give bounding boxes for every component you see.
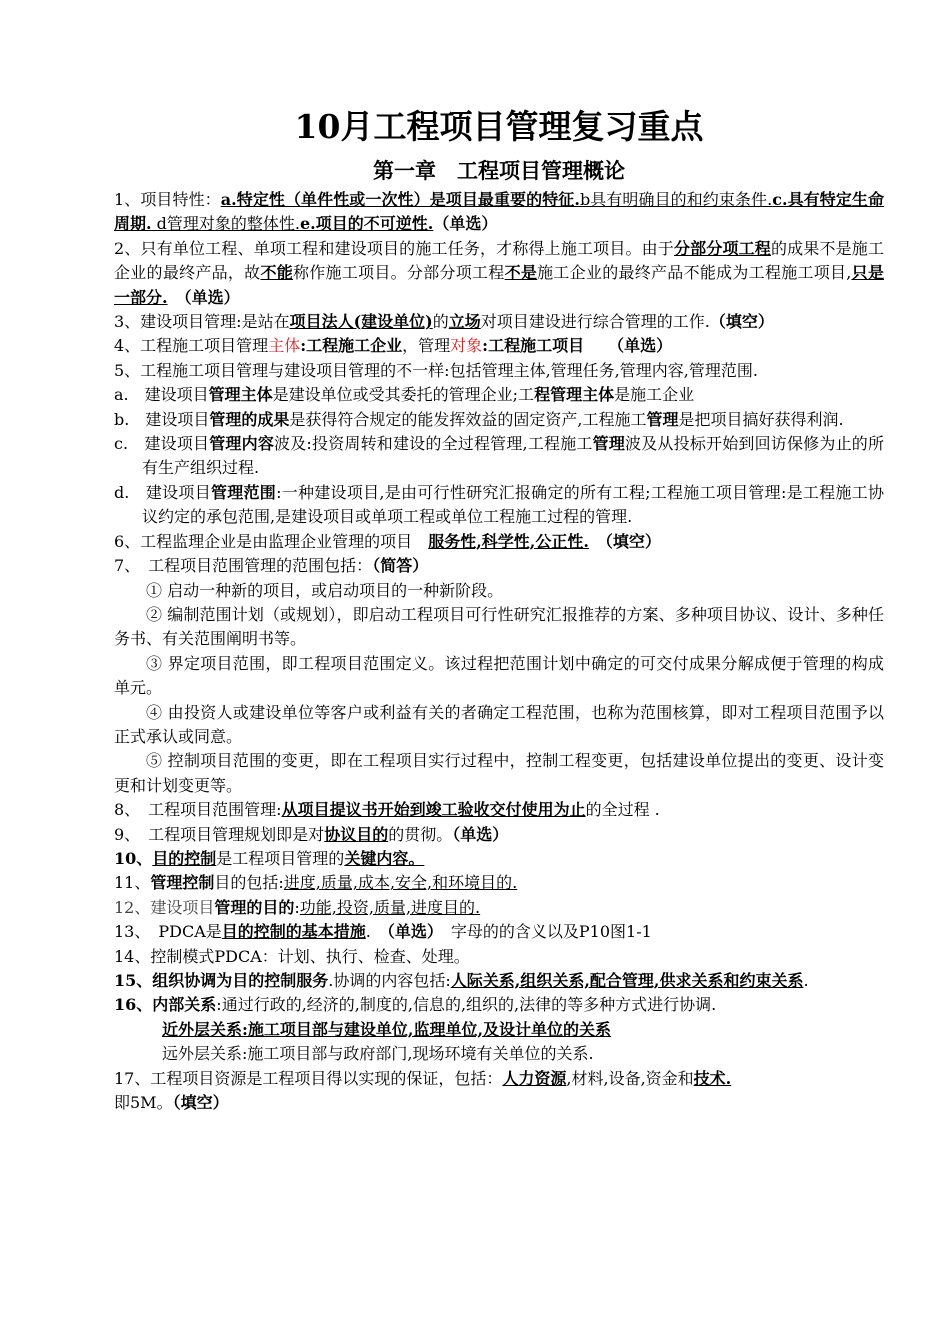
- item-11-label: 11、: [114, 873, 151, 893]
- item-7: [114, 554, 884, 578]
- item-5c-key-b: 管理: [592, 434, 626, 454]
- item-5: 5、工程施工项目管理与建设项目管理的不一样:包括管理主体,管理任务,管理内容,管理范围.: [114, 360, 758, 380]
- item-16-text: :通过行政的,经济的,制度的,信息的,组织的,法律的等多种方式进行协调.: [216, 995, 717, 1015]
- item-17-text: 17、工程项目资源是工程项目得以实现的保证，包括：: [114, 1068, 503, 1088]
- item-16-key: 内部关系: [152, 995, 217, 1015]
- item-2-text: 2、只有单位工程、单项工程和建设项目的施工任务，才称得上施工项目。由于: [114, 238, 674, 258]
- item-15-dot: .: [803, 971, 809, 990]
- item-15-key-a: 组织协调为目的控制服务: [152, 971, 329, 990]
- item-1-label: 1、项目特性：: [114, 190, 221, 209]
- item-10-label: 10、: [114, 848, 153, 868]
- item-6-text: 6、工程监理企业是由监理企业管理的项目: [114, 531, 429, 551]
- item-7-type: （简答）: [372, 556, 429, 576]
- item-13-type: （单选）: [370, 922, 435, 942]
- item-9-text-b: 的贯彻。: [388, 824, 453, 844]
- item-16-near: [114, 1018, 884, 1042]
- item-1: [114, 188, 884, 237]
- item-9-key: 协议目的: [324, 824, 389, 844]
- item-5a-text-c: 是施工企业: [614, 385, 695, 405]
- item-5b-text-c: 是把项目搞好获得利润.: [678, 409, 844, 429]
- item-10-text: 是工程项目管理的: [216, 848, 345, 868]
- item-9-text: 9、 工程项目管理规划即是对: [114, 824, 325, 844]
- item-16: [114, 993, 884, 1017]
- item-3-text-b: 的: [432, 312, 449, 332]
- item-11: [114, 871, 884, 895]
- item-5b: [114, 408, 884, 432]
- item-11-key-a: 管理控制: [150, 873, 215, 893]
- item-12-colon: :: [294, 897, 300, 917]
- item-8-text-b: 的全过程 .: [585, 800, 660, 820]
- item-5d-text: d. 建设项目: [114, 482, 211, 502]
- item-6-type: （填空）: [588, 531, 661, 551]
- item-17: [114, 1067, 884, 1116]
- item-7-sub-2: ② 编制范围计划（或规划），即启动工程项目可行性研究汇报推荐的方案、多种项目协议、设计、多种任务书、有关范围阐明书等。: [114, 604, 884, 649]
- chapter-heading: 第一章 工程项目管理概论: [373, 158, 625, 183]
- item-8-text: 8、 工程项目范围管理:: [114, 800, 282, 820]
- item-4-text: 4、工程施工项目管理: [114, 336, 269, 356]
- item-13: [114, 920, 884, 944]
- item-1-key-e: e.项目的不可逆性.: [300, 214, 434, 234]
- item-12-key-b: 功能,投资,质量,进度目的.: [299, 897, 481, 917]
- item-5b-key-b: 管理: [646, 409, 679, 429]
- item-16-far: 远外层关系:施工项目部与政府部门,现场环境有关单位的关系.: [162, 1044, 594, 1064]
- item-2-text-b: 的成果不是施工企业的最终产品，故: [114, 238, 884, 283]
- page-title: 10月工程项目管理复习重点: [294, 107, 704, 146]
- item-17-type: （填空）: [172, 1093, 229, 1113]
- item-5c-text-c: 波及从投标开始到回访保修为止的所有生产组织过程.: [142, 434, 884, 478]
- item-7-sub-4: ④ 由投资人或建设单位等客户或利益有关的者确定工程范围，也称为范围核算，即对工程项目范围予以正式承认或同意。: [114, 702, 884, 746]
- item-6: [114, 530, 884, 554]
- item-10-key-b: 关键内容。: [344, 848, 425, 868]
- item-5a-text-b: 是建设单位或受其委托的管理企业;工: [272, 385, 535, 405]
- item-4-text-b: ，管理: [402, 336, 451, 356]
- item-10: [114, 847, 884, 871]
- item-17-key-a: 人力资源: [502, 1068, 567, 1088]
- item-13-key: 目的控制的基本措施: [221, 922, 366, 942]
- item-5b-text: b. 建设项目: [114, 409, 210, 429]
- item-5a-key-a: 管理主体: [208, 385, 273, 405]
- item-2: [114, 237, 884, 310]
- item-2-type: （单选）: [167, 287, 240, 307]
- item-16-label: 16、: [114, 995, 153, 1015]
- item-4-key-b: :工程施工项目: [482, 336, 585, 356]
- item-1-key-d: d管理对象的整体性.: [151, 214, 300, 234]
- item-13-dot: .: [365, 922, 371, 942]
- item-12: [114, 896, 884, 920]
- item-7-sub-5: ⑤ 控制项目范围的变更，即在工程项目实行过程中，控制工程变更，包括建设单位提出的变更、设计变更和计划变更等。: [114, 751, 884, 795]
- item-15-text: .协调的内容包括:: [328, 971, 451, 990]
- document-page: [114, 98, 884, 1115]
- item-14: 14、控制模式PDCA：计划、执行、检查、处理。: [114, 946, 470, 966]
- item-15-label: 15、: [114, 971, 153, 990]
- item-2-key-c: 不是: [504, 263, 538, 283]
- item-3-type: （填空）: [709, 312, 774, 332]
- item-10-key-a: 目的控制: [152, 848, 217, 868]
- item-1-key-a: a.特定性（单件性或一次性）是项目最重要的特征.: [220, 190, 580, 209]
- item-17-text-b: ,材料,设备,资金和: [566, 1068, 694, 1088]
- item-5d-key-a: 管理范围: [210, 482, 277, 502]
- item-5a-key-b: 程管理主体: [534, 385, 615, 405]
- item-11-key-b: 进度,质量,成本,安全,和环境目的.: [283, 873, 518, 893]
- item-17-text-c: 即5M。: [114, 1093, 173, 1113]
- item-7-sub-3: ③ 界定项目范围，即工程项目范围定义。该过程把范围计划中确定的可交付成果分解成便于管理的构成单元。: [114, 653, 884, 698]
- item-11-text: 目的包括:: [214, 873, 284, 893]
- item-8: [114, 798, 884, 822]
- item-1-key-c: c.具有特定生命周期.: [114, 190, 884, 234]
- item-5c-text-b: 波及:投资周转和建设的全过程管理,工程施工: [274, 434, 593, 454]
- item-4-red-b: 对象: [450, 336, 483, 356]
- item-2-text-c: 称作施工项目。分部分项工程: [293, 263, 505, 283]
- item-4: [114, 334, 884, 358]
- item-9: [114, 823, 884, 847]
- item-15-key-b: 人际关系,组织关系,配合管理,供求关系和约束关系: [450, 971, 804, 990]
- item-5b-key-a: 管理的成果: [209, 409, 290, 429]
- item-5a-text: a. 建设项目: [114, 385, 209, 405]
- item-3-text: 3、建设项目管理:是站在: [114, 312, 290, 332]
- item-2-key-a: 分部分项工程: [673, 238, 771, 258]
- item-5c: [114, 432, 884, 481]
- item-2-text-d: 施工企业的最终产品不能成为工程施工项目,: [537, 263, 852, 283]
- item-2-key-b: 不能: [260, 263, 294, 283]
- item-17-key-b: 技术.: [693, 1068, 732, 1088]
- item-5c-key-a: 管理内容: [209, 434, 275, 454]
- item-13-text: 13、 PDCA是: [114, 922, 222, 942]
- item-6-key: 服务性,科学性,公正性.: [428, 531, 589, 551]
- item-12-text: 12、建设项目: [114, 897, 215, 917]
- item-3-text-c: 对项目建设进行综合管理的工作.: [480, 312, 710, 332]
- item-5d: [114, 481, 884, 530]
- item-9-type: （单选）: [452, 824, 509, 844]
- item-15: [114, 969, 884, 993]
- item-13-note: 字母的的含义以及P10图1-1: [434, 922, 652, 942]
- item-4-type: （单选）: [584, 336, 673, 356]
- item-3-key-a: 项目法人(建设单位): [289, 312, 433, 332]
- item-3-key-b: 立场: [448, 312, 481, 332]
- item-5d-text-b: :一种建设项目,是由可行性研究汇报确定的所有工程;工程施工项目管理:是工程施工协议约定的承包范围,是建设项目或单项工程或单位工程施工过程的管理.: [142, 482, 884, 527]
- item-16-near-text: 近外层关系:施工项目部与建设单位,监理单位,及设计单位的关系: [162, 1019, 612, 1039]
- item-3: [114, 310, 884, 334]
- item-4-key-a: :工程施工企业: [300, 336, 403, 356]
- item-4-red-a: 主体: [268, 336, 301, 356]
- item-7-text: 7、 工程项目范围管理的范围包括：: [114, 556, 373, 576]
- item-8-key: 从项目提议书开始到竣工验收交付使用为止: [281, 800, 586, 820]
- item-7-sub-1: ① 启动一种新的项目，或启动项目的一种新阶段。: [146, 580, 504, 600]
- item-2-key-d: 只是一部分.: [114, 263, 884, 307]
- item-5c-text: c. 建设项目: [114, 434, 210, 454]
- item-12-key-a: 管理的目的: [214, 897, 295, 917]
- item-5b-text-b: 是获得符合规定的能发挥效益的固定资产,工程施工: [289, 409, 647, 429]
- item-1-key-b: b具有明确目的和约束条件.: [579, 190, 773, 209]
- item-1-type: （单选）: [433, 214, 498, 234]
- item-5a: [114, 383, 884, 407]
